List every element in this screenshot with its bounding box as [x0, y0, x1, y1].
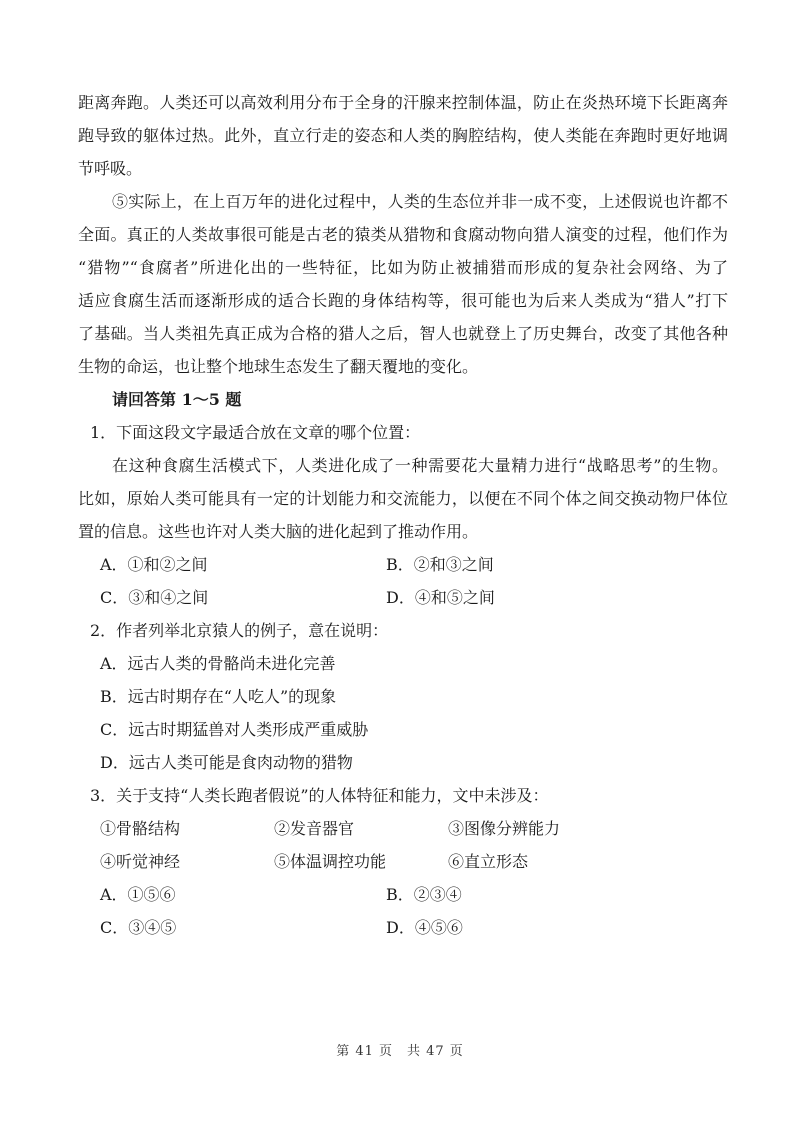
option-c[interactable]: C．③④⑤	[100, 918, 177, 937]
option-row	[78, 581, 728, 614]
option-a[interactable]: A．①和②之间	[100, 555, 208, 574]
option-b[interactable]: B．远古时期存在“人吃人”的现象	[100, 687, 337, 706]
option-d[interactable]: D．④⑤⑥	[386, 918, 463, 937]
question-stem: 1．下面这段文字最适合放在文章的哪个位置：	[90, 423, 421, 442]
passage-line: “猎物”“食腐者”所进化出的一些特征，比如为防止被捕猎而形成的复杂社会网络、为了	[78, 258, 728, 277]
instruction-heading: 请回答第 1～5 题	[112, 390, 242, 409]
document-page	[78, 86, 728, 944]
list-item: ⑤体温调控功能	[274, 852, 387, 871]
passage-line: 适应食腐生活而逐渐形成的适合长跑的身体结构等，很可能也为后来人类成为“猎人”打下	[78, 291, 728, 310]
list-item: ④听觉神经	[100, 852, 181, 871]
item-row	[78, 812, 728, 845]
option-row	[78, 911, 728, 944]
passage-line: 距离奔跑。人类还可以高效利用分布于全身的汗腺来控制体温，防止在炎热环境下长距离奔	[78, 93, 728, 112]
option-row	[78, 548, 728, 581]
passage	[78, 86, 728, 383]
question-2	[78, 614, 728, 779]
option-row	[78, 878, 728, 911]
quote-line: 比如，原始人类可能具有一定的计划能力和交流能力，以便在不同个体之间交换动物尸体位	[78, 489, 728, 508]
quote-line: 在这种食腐生活模式下，人类进化成了一种需要花大量精力进行“战略思考”的生物。	[112, 456, 728, 475]
page-footer: 第 41 页 共 47 页	[336, 1044, 464, 1059]
passage-line: 全面。真正的人类故事很可能是古老的猿类从猎物和食腐动物向猎人演变的过程，他们作为	[78, 225, 728, 244]
list-item: ⑥直立形态	[448, 852, 529, 871]
quote-line: 置的信息。这些也许对人类大脑的进化起到了推动作用。	[78, 522, 479, 541]
option-b[interactable]: B．②和③之间	[386, 555, 494, 574]
question-stem: 3．关于支持“人类长跑者假说”的人体特征和能力，文中未涉及：	[90, 786, 549, 805]
question-stem: 2．作者列举北京猿人的例子，意在说明：	[90, 621, 389, 640]
list-item: ③图像分辨能力	[448, 819, 561, 838]
passage-line: 生物的命运，也让整个地球生态发生了翻天覆地的变化。	[78, 357, 479, 376]
passage-line: ⑤实际上，在上百万年的进化过程中，人类的生态位并非一成不变，上述假说也许都不	[112, 192, 728, 211]
option-c[interactable]: C．远古时期猛兽对人类形成严重威胁	[100, 720, 369, 739]
passage-line: 节呼吸。	[78, 159, 143, 178]
list-item: ②发音器官	[274, 819, 355, 838]
question-1	[78, 416, 728, 614]
option-a[interactable]: A．远古人类的骨骼尚未进化完善	[100, 654, 336, 673]
option-d[interactable]: D．④和⑤之间	[386, 588, 495, 607]
option-b[interactable]: B．②③④	[386, 885, 462, 904]
passage-line: 了基础。当人类祖先真正成为合格的猎人之后，智人也就登上了历史舞台，改变了其他各种	[78, 324, 728, 343]
option-a[interactable]: A．①⑤⑥	[100, 885, 176, 904]
option-d[interactable]: D．远古人类可能是食肉动物的猎物	[100, 753, 353, 772]
list-item: ①骨骼结构	[100, 819, 181, 838]
question-3	[78, 779, 728, 944]
passage-line: 跑导致的躯体过热。此外，直立行走的姿态和人类的胸腔结构，使人类能在奔跑时更好地调	[78, 126, 728, 145]
option-c[interactable]: C．③和④之间	[100, 588, 209, 607]
item-row	[78, 845, 728, 878]
